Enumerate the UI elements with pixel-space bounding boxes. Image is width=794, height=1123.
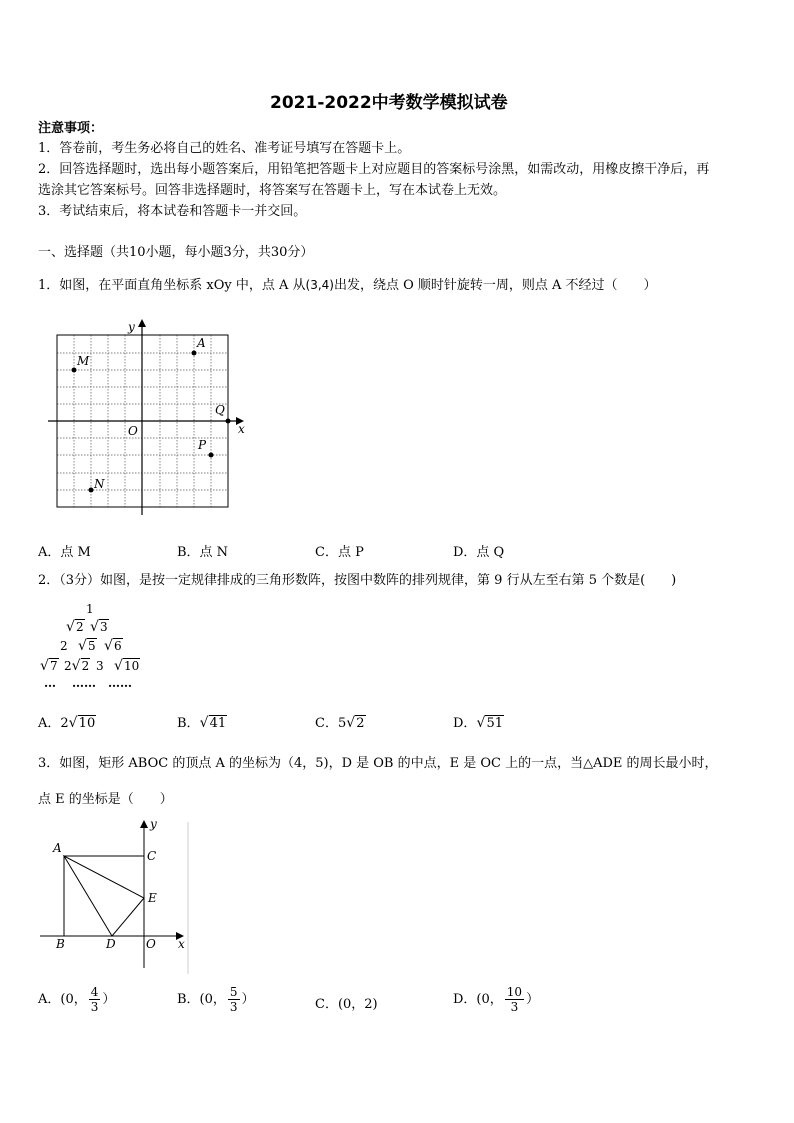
tri-row3-c: √ 6 (104, 639, 123, 653)
page-title: 2021-2022中考数学模拟试卷 (270, 93, 508, 113)
notice-label: 注意事项： (38, 121, 104, 136)
question-1-option-d[interactable]: D．点 Q (453, 545, 505, 560)
tri-row4-d: 3 (96, 659, 104, 673)
q3-point-e-label: E (148, 891, 157, 905)
q1-x-label: x (238, 422, 245, 436)
question-3-stem-line2: 点 E 的坐标是（ ） (38, 792, 173, 807)
q1-point-m-label: M (77, 354, 90, 368)
q3-origin-label: O (146, 937, 156, 951)
q3-point-c-label: C (147, 849, 157, 863)
question-2-option-b[interactable]: B．√ 41 (177, 712, 227, 731)
q3-x-label: x (178, 937, 185, 951)
tri-row4-b: 2√ 2 (64, 659, 90, 673)
tri-row1: 1 (86, 602, 94, 616)
question-2-option-c[interactable]: C．5√ 2 (315, 712, 366, 731)
q1-point-q-label: Q (215, 403, 225, 417)
tri-row4-e: √ 10 (114, 659, 140, 673)
notice-item-2-cont: 选涂其它答案标号。回答非选择题时，将答案写在答题卡上，写在本试卷上无效。 (38, 183, 507, 198)
question-1-text-b: 出发，绕点 O 顺时针旋转一周，则点 A 不经过（ ） (333, 278, 657, 293)
tri-dots-1: … (44, 676, 56, 690)
tri-row4-a: √ 7 (40, 659, 59, 673)
q3-y-label: y (150, 818, 157, 831)
notice-item-1: 1．答卷前，考生务必将自己的姓名、准考证号填写在答题卡上。 (38, 141, 411, 156)
question-3-stem-line1: 3．如图，矩形 ABOC 的顶点 A 的坐标为（4，5)，D 是 OB 的中点，E 是 OC 上的一点，当△ADE 的周长最小时， (38, 756, 718, 771)
q1-point-p-label: P (198, 438, 207, 452)
question-2-number-triangle (40, 602, 160, 694)
question-3-rectangle-figure (40, 818, 195, 978)
q1-origin-label: O (128, 424, 138, 438)
question-1-point: (3,4) (305, 278, 334, 292)
q1-y-label: y (128, 320, 135, 334)
question-2-option-a[interactable]: A．2√ 10 (38, 712, 96, 731)
question-1-stem (38, 276, 657, 295)
question-3-option-c[interactable]: C．(0，2) (315, 997, 378, 1012)
tri-dots-3: …… (108, 676, 132, 690)
section-heading: 一、选择题（共10小题，每小题3分，共30分） (38, 245, 314, 260)
question-3-option-a[interactable]: A．(0， $\frac{4}{3}$ ） (38, 985, 116, 1014)
question-1-grid-figure (40, 315, 255, 520)
question-1-text-a: 1．如图，在平面直角坐标系 xOy 中，点 A 从 (38, 278, 306, 293)
question-1-option-c[interactable]: C．点 P (315, 545, 364, 560)
q1-point-n-label: N (94, 477, 105, 491)
notice-item-3: 3．考试结束后，将本试卷和答题卡一并交回。 (38, 204, 307, 219)
question-3-option-d[interactable]: D．(0， $\frac{10}{3}$ ） (453, 985, 540, 1014)
q3-point-b-label: B (56, 937, 65, 951)
tri-row2-a: √ 2 (66, 620, 85, 634)
question-2-stem: 2．（3分）如图，是按一定规律排成的三角形数阵，按图中数阵的排列规律，第 9 行从左至右第 5 个数是( ) (38, 573, 677, 588)
notice-item-2: 2．回答选择题时，选出每小题答案后，用铅笔把答题卡上对应题目的答案标号涂黑，如需改动，用橡皮擦干净后，再 (38, 162, 710, 177)
question-1-option-b[interactable]: B．点 N (177, 545, 229, 560)
question-1-option-a[interactable]: A．点 M (38, 545, 91, 560)
q1-point-a-label: A (197, 336, 206, 350)
tri-row3-a: 2 (60, 639, 68, 653)
tri-dots-2: …… (72, 676, 96, 690)
question-2-option-d[interactable]: D．√ 51 (453, 712, 504, 731)
q3-point-d-label: D (106, 937, 116, 951)
tri-row3-b: √ 5 (78, 639, 97, 653)
q3-point-a-label: A (53, 841, 62, 855)
tri-row2-b: √ 3 (90, 620, 109, 634)
question-3-option-b[interactable]: B．(0， $\frac{5}{3}$ ） (177, 985, 255, 1014)
